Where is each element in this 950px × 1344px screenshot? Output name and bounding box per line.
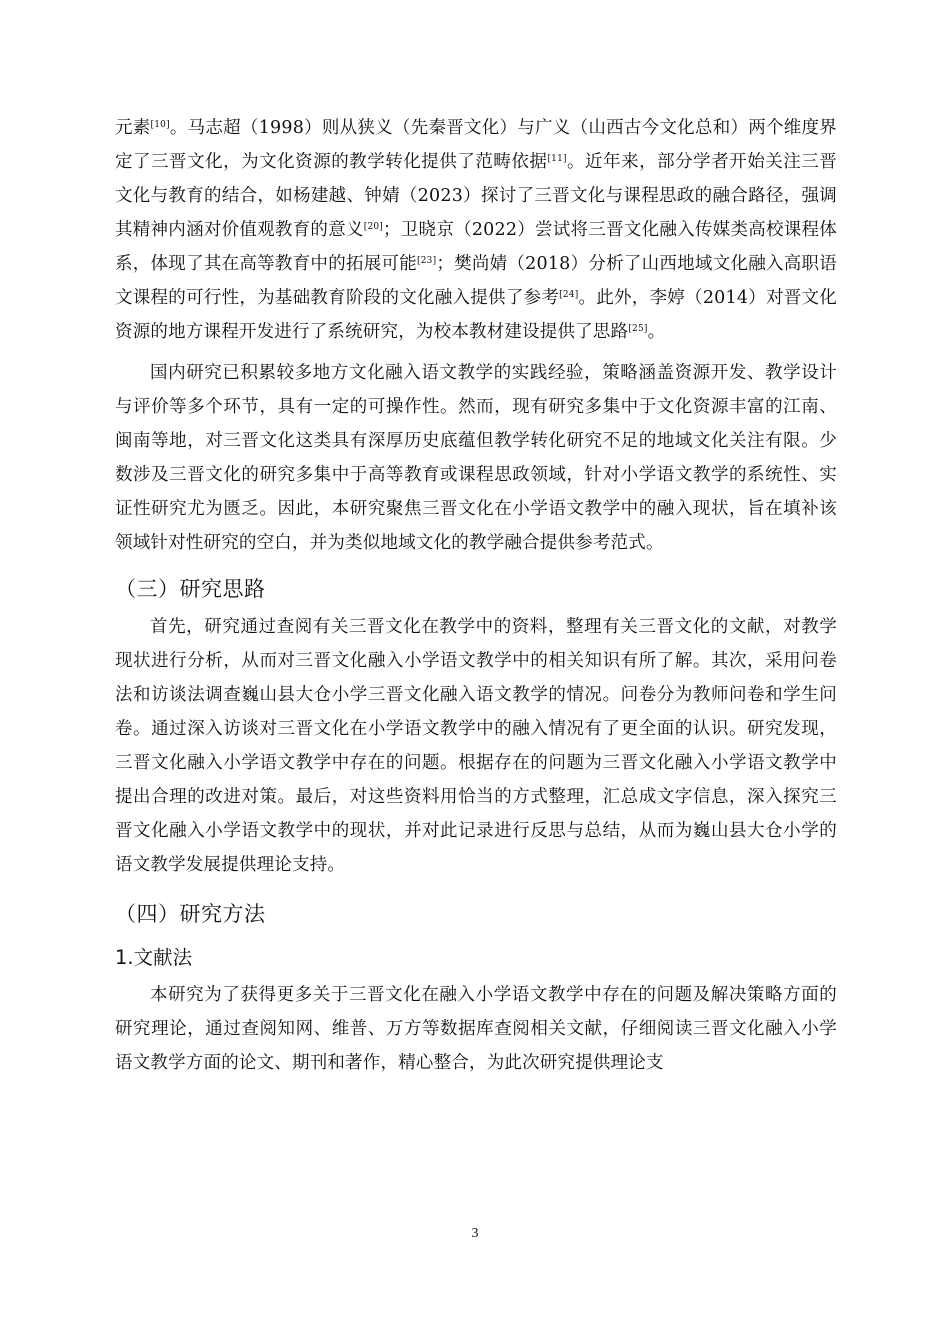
subsection-heading-literature-method: 1.文献法 bbox=[115, 946, 193, 969]
citation: [23] bbox=[417, 256, 437, 266]
citation: [24] bbox=[559, 290, 579, 300]
text-run: 。近年来，部分学者开始关注三晋文化与教育的结合，如杨建越、钟婧（2023）探讨了三晋文化与课程思政的融合路径，强调其精神内涵对价值观教育的意义 bbox=[115, 152, 837, 240]
citation: [11] bbox=[547, 154, 567, 164]
text-run: 。此外，李婷（2014）对晋文化资源的地方课程开发进行了系统研究，为校本教材建设提供了思路 bbox=[115, 288, 837, 342]
text-run: ；卫晓京（2022）尝试将三晋文化融入传媒类高校课程体系，体现了其在高等教育中的拓展可能 bbox=[115, 220, 837, 274]
text-run: 元素 bbox=[115, 118, 151, 138]
paragraph-research-approach: 首先，研究通过查阅有关三晋文化在教学中的资料，整理有关三晋文化的文献，对教学现状进行分析，从而对三晋文化融入小学语文教学中的相关知识有所了解。其次，采用问卷法和访谈法调查巍山县大仓小学三晋文化融入语文教学的情况。问卷分为教师问卷和学生问卷。通过深入访谈对三晋文化在小学语文教学中的融入情况有了更全面的认识。研究发现，三晋文化融入小学语文教学中存在的问题。根据存在的问题为三晋文化融入小学语文教学中提出合理的改进对策。最后，对这些资料用恰当的方式整理，汇总成文字信息，深入探究三晋文化融入小学语文教学中的现状，并对此记录进行反思与总结，从而为巍山县大仓小学的语文教学发展提供理论支持。 bbox=[115, 617, 837, 875]
section-heading-research-methods: （四）研究方法 bbox=[115, 902, 266, 926]
citation: [10] bbox=[150, 120, 170, 130]
paragraph-literature-review bbox=[115, 111, 837, 349]
citation: [25] bbox=[628, 324, 648, 334]
paragraph-research-summary: 国内研究已积累较多地方文化融入语文教学的实践经验，策略涵盖资源开发、教学设计与评价等多个环节，具有一定的可操作性。然而，现有研究多集中于文化资源丰富的江南、闽南等地，对三晋文化这类具有深厚历史底蕴但教学转化研究不足的地域文化关注有限。少数涉及三晋文化的研究多集中于高等教育或课程思政领域，针对小学语文教学的系统性、实证性研究尤为匮乏。因此，本研究聚焦三晋文化在小学语文教学中的融入现状，旨在填补该领域针对性研究的空白，并为类似地域文化的教学融合提供参考范式。 bbox=[115, 363, 837, 553]
citation: [20] bbox=[363, 222, 384, 232]
text-run: 。马志超（1998）则从狭义（先秦晋文化）与广义（山西古今文化总和）两个维度界定了三晋文化，为文化资源的教学转化提供了范畴依据 bbox=[115, 118, 837, 172]
page-number: 3 bbox=[471, 1226, 479, 1241]
section-heading-research-approach: （三）研究思路 bbox=[115, 577, 266, 601]
paragraph-literature-method: 本研究为了获得更多关于三晋文化在融入小学语文教学中存在的问题及解决策略方面的研究理论，通过查阅知网、维普、万方等数据库查阅相关文献，仔细阅读三晋文化融入小学语文教学方面的论文、期刊和著作，精心整合，为此次研究提供理论支 bbox=[115, 985, 837, 1073]
page-body bbox=[115, 111, 837, 1080]
text-run: ；樊尚婧（2018）分析了山西地域文化融入高职语文课程的可行性，为基础教育阶段的文化融入提供了参考 bbox=[115, 254, 837, 308]
text-run: 。 bbox=[647, 322, 666, 342]
